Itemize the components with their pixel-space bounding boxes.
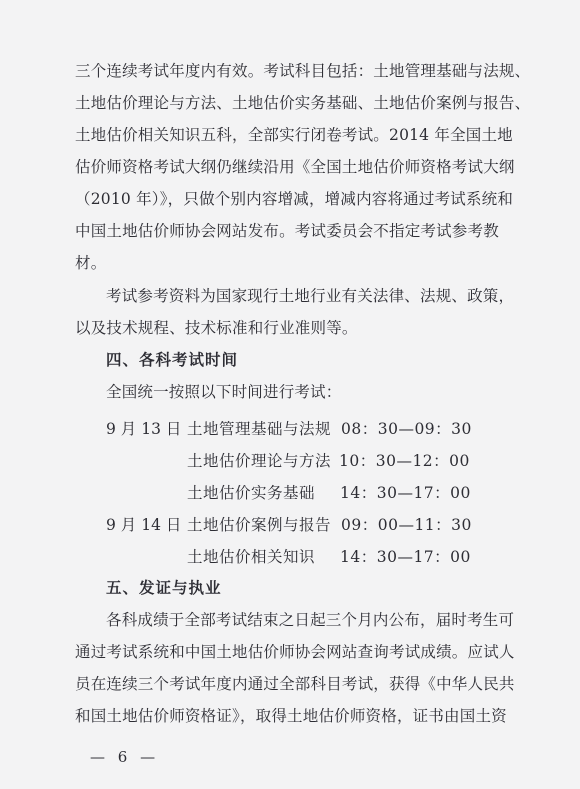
schedule-time: 14：30—17：00 (340, 548, 471, 566)
schedule-time: 09：00—11：30 (341, 516, 472, 534)
paragraph1-line-2: 土地估价理论与方法、土地估价实务基础、土地估价案例与报告、 (75, 94, 531, 112)
schedule-time: 08：30—09：30 (341, 420, 472, 438)
paragraph1-line-4: 估价师资格考试大纲仍继续沿用《全国土地估价师资格考试大纲 (75, 158, 515, 176)
section4-intro: 全国统一按照以下时间进行考试： (106, 383, 342, 401)
paragraph1-line-6: 中国土地估价师协会网站发布。考试委员会不指定考试参考教 (75, 222, 499, 240)
section5-line-3: 员在连续三个考试年度内通过全部科目考试，获得《中华人民共 (75, 675, 515, 693)
section4-heading: 四、各科考试时间 (106, 350, 239, 369)
schedule-subject: 土地估价实务基础 (187, 484, 316, 502)
section5-line-4: 和国土地估价师资格证》，取得土地估价师资格，证书由国土资 (75, 707, 507, 725)
section5-heading: 五、发证与执业 (106, 578, 222, 597)
page-number: — 6 — (90, 748, 160, 766)
schedule-subject: 土地估价相关知识 (187, 548, 316, 566)
schedule-subject: 土地估价案例与报告 (187, 516, 332, 534)
schedule-time: 10：30—12：00 (339, 452, 470, 470)
paragraph1-line-1: 三个连续考试年度内有效。考试科目包括：土地管理基础与法规、 (75, 62, 531, 80)
section5-line-2: 通过考试系统和中国土地估价师协会网站查询考试成绩。应试人 (75, 643, 515, 661)
section5-line-1: 各科成绩于全部考试结束之日起三个月内公布，届时考生可 (106, 611, 515, 629)
schedule-date: 9 月 14 日 (106, 516, 182, 534)
schedule-subject: 土地管理基础与法规 (187, 420, 332, 438)
paragraph2-line-1: 考试参考资料为国家现行土地行业有关法律、法规、政策， (106, 287, 515, 305)
paragraph1-line-5: （2010 年）》，只做个别内容增减，增减内容将通过考试系统和 (75, 190, 514, 208)
paragraph2-line-2: 以及技术规程、技术标准和行业准则等。 (75, 319, 358, 337)
schedule-time: 14：30—17：00 (340, 484, 471, 502)
schedule-subject: 土地估价理论与方法 (187, 452, 332, 470)
paragraph1-line-7: 材。 (75, 254, 107, 272)
schedule-date: 9 月 13 日 (106, 420, 182, 438)
paragraph1-line-3: 土地估价相关知识五科，全部实行闭卷考试。2014 年全国土地 (75, 126, 513, 144)
